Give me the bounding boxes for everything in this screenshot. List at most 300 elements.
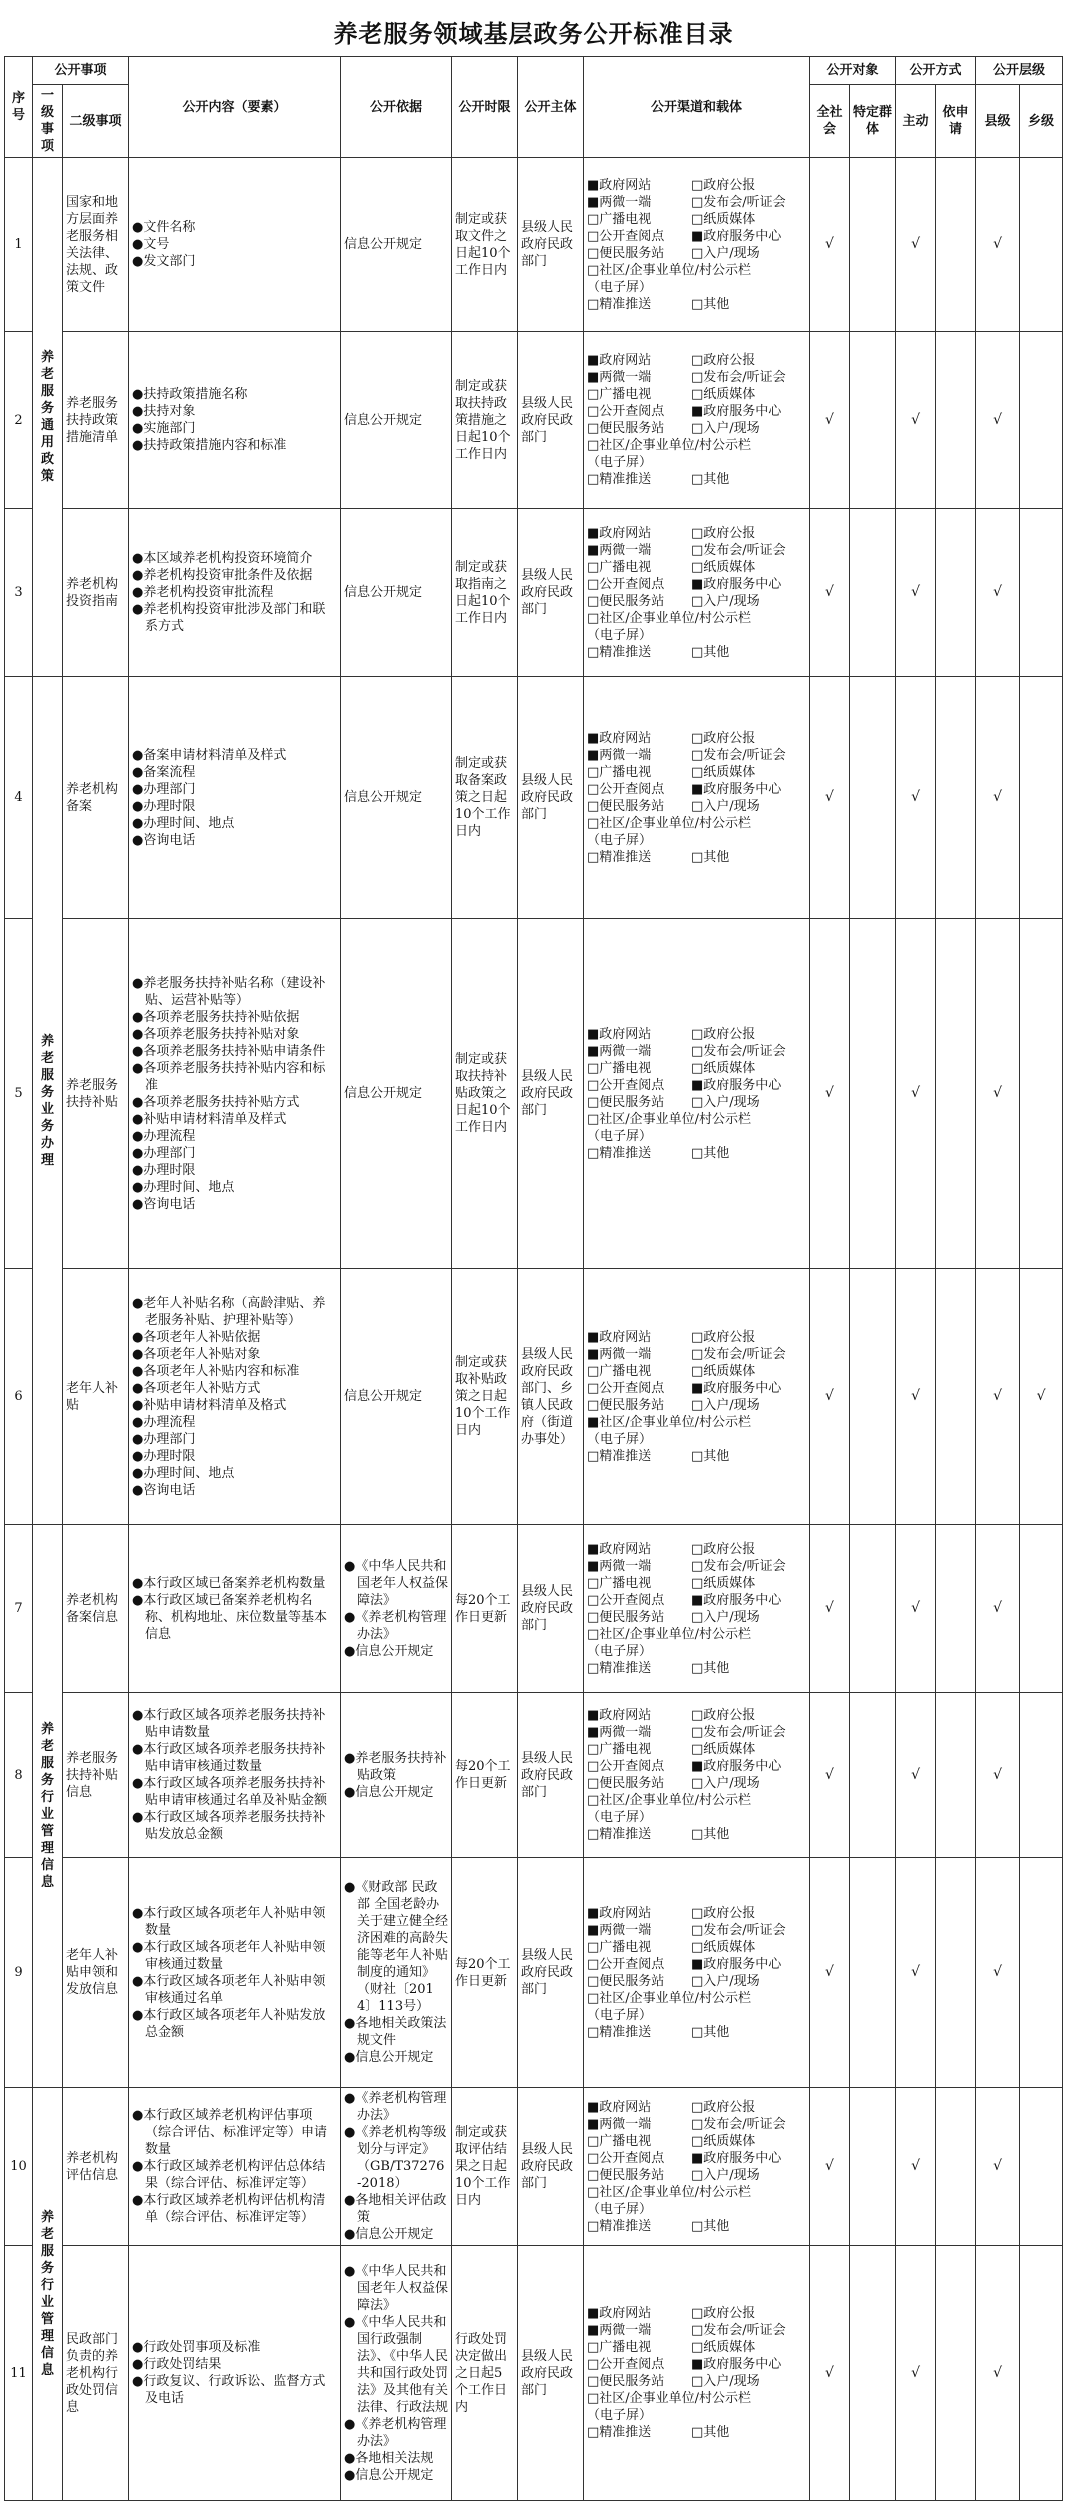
channel-option: □发布会/听证会 [691, 747, 786, 763]
content-item: ●咨询电话 [132, 1196, 196, 1212]
channel-option: ■两微一端 [587, 2116, 652, 2132]
check-all: √ [810, 2088, 850, 2246]
content-cell [129, 1525, 341, 1693]
channel-option: ■政府网站 [587, 1905, 652, 1921]
check-township [1020, 1858, 1063, 2088]
basis-item: ●各地相关法规 [344, 2450, 434, 2466]
check-township [1020, 2246, 1063, 2501]
check-specific [850, 509, 896, 677]
channel-row [587, 1558, 806, 1575]
basis-cell [341, 1269, 452, 1525]
content-item: ●本行政区域各项老年人补贴申领审核通过名单 [132, 1973, 326, 2006]
channel-option: □其他 [691, 1827, 730, 1842]
channel-row [587, 593, 806, 610]
check-active: √ [896, 1693, 936, 1858]
check-township [1020, 1693, 1063, 1858]
channel-row [587, 610, 806, 627]
check-specific [850, 158, 896, 332]
basis-cell [341, 677, 452, 919]
basis-item: ●信息公开规定 [344, 2227, 434, 2242]
check-all: √ [810, 1525, 850, 1693]
channel-option: □政府公报 [691, 1541, 756, 1557]
content-cell [129, 509, 341, 677]
check-active: √ [896, 509, 936, 677]
channel-row [587, 1043, 806, 1060]
channel-row [587, 2424, 806, 2441]
channel-option: ■两微一端 [587, 2323, 652, 2338]
channel-option: □社区/企事业单位/村公示栏 [587, 1626, 752, 1642]
content-item: ●本行政区域已备案养老机构数量 [132, 1575, 326, 1591]
channel-option: （电子屏） [587, 832, 653, 848]
channel-option: □社区/企事业单位/村公示栏 [587, 438, 752, 453]
channel-row [587, 1741, 806, 1758]
check-township [1020, 677, 1063, 919]
channel-option: □社区/企事业单位/村公示栏 [587, 262, 752, 278]
channel-option: □社区/企事业单位/村公示栏 [587, 2391, 752, 2406]
channel-option: ■政府网站 [587, 1541, 652, 1557]
level2-cell: 老年人补贴申领和发放信息 [63, 1858, 129, 2088]
check-all: √ [810, 509, 850, 677]
channel-option: □广播电视 [587, 1060, 652, 1076]
check-specific [850, 1525, 896, 1693]
basis-item: ●信息公开规定 [344, 2050, 434, 2065]
period-cell: 每20个工作日更新 [452, 1525, 518, 1693]
content-item: ●办理时限 [132, 798, 196, 814]
channel-option: □社区/企事业单位/村公示栏 [587, 815, 752, 831]
channel-option: □精准推送 [587, 1827, 652, 1842]
content-item: ●补贴申请材料清单及样式 [132, 1111, 287, 1127]
channel-row [587, 2150, 806, 2167]
check-county: √ [976, 509, 1020, 677]
channel-option: □公开查阅点 [587, 228, 665, 244]
channel-row [587, 2201, 806, 2218]
channel-option: □精准推送 [587, 849, 652, 865]
channel-row [587, 2390, 806, 2407]
level2-cell: 养老服务扶持政策措施清单 [63, 332, 129, 509]
channel-option: ■两微一端 [587, 747, 652, 763]
channel-option: □公开查阅点 [587, 1380, 665, 1396]
seq-cell: 7 [5, 1525, 33, 1693]
channel-option: □广播电视 [587, 211, 652, 227]
content-item: ●本行政区域养老机构评估事项（综合评估、标准评定等）申请数量 [132, 2108, 328, 2157]
content-cell [129, 1269, 341, 1525]
basis-item: 信息公开规定 [344, 237, 423, 252]
channel-row [587, 2356, 806, 2373]
period-cell: 制定或获取评估结果之日起10个工作日内 [452, 2088, 518, 2246]
header-period: 公开时限 [452, 57, 518, 158]
channel-row [587, 1956, 806, 1973]
channel-option: □纸质媒体 [691, 2133, 756, 2149]
content-item: ●文件名称 [132, 220, 196, 235]
content-item: ●发文部门 [132, 254, 196, 269]
check-active: √ [896, 677, 936, 919]
check-request [936, 2246, 976, 2501]
channel-option: □广播电视 [587, 1939, 652, 1955]
channel-row [587, 1609, 806, 1626]
channel-option: （电子屏） [587, 2007, 653, 2023]
level2-cell: 老年人补贴 [63, 1269, 129, 1525]
channel-row [587, 2099, 806, 2116]
channel-option: □政府公报 [691, 1026, 756, 1042]
channel-row [587, 1026, 806, 1043]
channel-row [587, 420, 806, 437]
table-header [5, 57, 1063, 158]
channel-row [587, 386, 806, 403]
channel-option: （电子屏） [587, 1810, 653, 1825]
seq-cell: 9 [5, 1858, 33, 2088]
channel-option: □社区/企事业单位/村公示栏 [587, 2184, 752, 2200]
channel-row [587, 1660, 806, 1677]
channel-option: ■政府服务中心 [691, 1956, 782, 1972]
channel-option: ■两微一端 [587, 1922, 652, 1938]
seq-cell: 3 [5, 509, 33, 677]
check-specific [850, 919, 896, 1269]
channel-option: （电子屏） [587, 455, 653, 470]
channel-option: □广播电视 [587, 1363, 652, 1379]
period-cell: 每20个工作日更新 [452, 1693, 518, 1858]
check-county: √ [976, 332, 1020, 509]
channel-option: □政府公报 [691, 525, 756, 541]
channel-row [587, 1060, 806, 1077]
subject-cell: 县级人民政府民政部门 [518, 919, 584, 1269]
check-all: √ [810, 1693, 850, 1858]
check-all: √ [810, 1269, 850, 1525]
check-active: √ [896, 919, 936, 1269]
content-item: ●行政处罚结果 [132, 2357, 222, 2372]
check-active: √ [896, 1525, 936, 1693]
header-level2: 二级事项 [63, 85, 129, 158]
channel-option: □便民服务站 [587, 798, 665, 814]
channel-row [587, 296, 806, 313]
channel-row [587, 1346, 806, 1363]
check-request [936, 919, 976, 1269]
channel-option: （电子屏） [587, 1431, 653, 1447]
level1-cell: 养老服务行业管理信息 [33, 2088, 63, 2501]
channel-row [587, 764, 806, 781]
content-item: ●各项养老服务扶持补贴依据 [132, 1009, 300, 1025]
basis-cell [341, 332, 452, 509]
table-body [5, 158, 1063, 2501]
channel-option: □广播电视 [587, 2340, 652, 2355]
channel-option: ■政府服务中心 [691, 2357, 782, 2372]
check-request [936, 1693, 976, 1858]
channel-row [587, 1380, 806, 1397]
channel-option: □其他 [691, 2425, 730, 2440]
seq-cell: 11 [5, 2246, 33, 2501]
channel-row [587, 1626, 806, 1643]
channel-row [587, 2167, 806, 2184]
channel-row [587, 194, 806, 211]
channel-option: □发布会/听证会 [691, 194, 786, 210]
seq-cell: 1 [5, 158, 33, 332]
channel-option: □公开查阅点 [587, 2150, 665, 2166]
header-basis: 公开依据 [341, 57, 452, 158]
subject-cell: 县级人民政府民政部门 [518, 2088, 584, 2246]
basis-item: ●《养老机构管理办法》 [344, 1609, 447, 1642]
content-item: ●行政复议、行政诉讼、监督方式及电话 [132, 2374, 326, 2406]
channel-option: □便民服务站 [587, 1094, 665, 1110]
channel-option: □入户/现场 [691, 1609, 760, 1625]
content-item: ●本行政区域养老机构评估总体结果（综合评估、标准评定等） [132, 2159, 326, 2191]
channel-option: □广播电视 [587, 1742, 652, 1757]
channel-option: （电子屏） [587, 2408, 653, 2423]
seq-cell: 10 [5, 2088, 33, 2246]
channel-row [587, 1431, 806, 1448]
content-item: ●文号 [132, 237, 170, 252]
content-item: ●备案申请材料清单及样式 [132, 747, 287, 763]
period-cell: 制定或获取扶持政策措施之日起10个工作日内 [452, 332, 518, 509]
channel-option: □公开查阅点 [587, 404, 665, 419]
basis-item: ●《中华人民共和国行政强制法》、《中华人民共和国行政处罚法》及其他有关法律、行政法规 [344, 2314, 449, 2415]
content-item: ●本行政区域各项老年人补贴申领数量 [132, 1905, 326, 1938]
channels-cell [584, 1525, 810, 1693]
table-row [5, 2246, 1063, 2501]
channel-option: □入户/现场 [691, 1094, 760, 1110]
header-method-request: 依申请 [936, 85, 976, 158]
channel-option: ■政府服务中心 [691, 781, 782, 797]
channel-option: □公开查阅点 [587, 1077, 665, 1093]
channel-option: □公开查阅点 [587, 1759, 665, 1774]
check-county: √ [976, 158, 1020, 332]
channel-row [587, 403, 806, 420]
basis-cell [341, 919, 452, 1269]
check-request [936, 332, 976, 509]
channel-option: ■政府网站 [587, 1026, 652, 1042]
content-cell [129, 1693, 341, 1858]
channel-option: □发布会/听证会 [691, 1346, 786, 1362]
channel-option: □发布会/听证会 [691, 2116, 786, 2132]
channel-option: □精准推送 [587, 1145, 652, 1161]
channel-option: □便民服务站 [587, 2374, 665, 2389]
channel-row [587, 1809, 806, 1826]
channel-row [587, 781, 806, 798]
channel-option: □其他 [691, 472, 730, 487]
channel-option: ■政府网站 [587, 1329, 652, 1345]
channels-cell [584, 1269, 810, 1525]
basis-item: ●信息公开规定 [344, 1784, 434, 1800]
channel-option: □便民服务站 [587, 1609, 665, 1625]
channel-option: ■两微一端 [587, 194, 652, 210]
channel-option: □纸质媒体 [691, 1060, 756, 1076]
check-township [1020, 158, 1063, 332]
basis-item: ●养老服务扶持补贴政策 [344, 1750, 447, 1783]
channel-option: ■政府服务中心 [691, 1380, 782, 1396]
content-item: ●扶持政策措施名称 [132, 387, 248, 402]
header-channels: 公开渠道和载体 [584, 57, 810, 158]
content-item: ●养老服务扶持补贴名称（建设补贴、运营补贴等） [132, 975, 326, 1008]
channel-option: ■政府服务中心 [691, 1077, 782, 1093]
channel-option: □入户/现场 [691, 1776, 760, 1791]
channels-cell [584, 158, 810, 332]
basis-item: 信息公开规定 [344, 790, 423, 805]
content-item: ●咨询电话 [132, 832, 196, 848]
level2-cell: 养老机构评估信息 [63, 2088, 129, 2246]
channel-row [587, 1145, 806, 1162]
channel-option: □纸质媒体 [691, 1575, 756, 1591]
channel-option: ■政府服务中心 [691, 404, 782, 419]
channel-row [587, 1329, 806, 1346]
content-item: ●办理时间、地点 [132, 815, 235, 831]
channel-row [587, 1775, 806, 1792]
channel-option: ■政府网站 [587, 1708, 652, 1723]
channel-option: □其他 [691, 296, 730, 312]
check-county: √ [976, 1693, 1020, 1858]
channel-option: □纸质媒体 [691, 387, 756, 402]
channel-option: □其他 [691, 2024, 730, 2040]
channel-row [587, 644, 806, 661]
channel-option: □公开查阅点 [587, 1592, 665, 1608]
channel-row [587, 1939, 806, 1956]
content-cell [129, 2088, 341, 2246]
header-method-active: 主动 [896, 85, 936, 158]
channel-row [587, 559, 806, 576]
subject-cell: 县级人民政府民政部门 [518, 677, 584, 919]
channel-option: □公开查阅点 [587, 781, 665, 797]
header-level-township: 乡级 [1020, 85, 1063, 158]
header-level-county: 县级 [976, 85, 1020, 158]
channel-option: □政府公报 [691, 177, 756, 193]
channel-option: ■政府服务中心 [691, 228, 782, 244]
level2-cell: 养老服务扶持补贴信息 [63, 1693, 129, 1858]
channels-cell [584, 919, 810, 1269]
channel-row [587, 2322, 806, 2339]
channels-cell [584, 2088, 810, 2246]
channel-option: □精准推送 [587, 644, 652, 660]
content-item: ●办理部门 [132, 781, 196, 797]
header-subject: 公开主体 [518, 57, 584, 158]
content-item: ●本行政区域各项养老服务扶持补贴申请数量 [132, 1708, 326, 1740]
check-request [936, 1269, 976, 1525]
channel-row [587, 437, 806, 454]
check-specific [850, 1269, 896, 1525]
channel-option: ■两微一端 [587, 370, 652, 385]
channel-option: □入户/现场 [691, 593, 760, 609]
check-active: √ [896, 2246, 936, 2501]
check-active: √ [896, 1269, 936, 1525]
subject-cell: 县级人民政府民政部门 [518, 1858, 584, 2088]
basis-item: ●《中华人民共和国老年人权益保障法》 [344, 1558, 449, 1608]
channel-option: ■政府服务中心 [691, 1592, 782, 1608]
channel-option: □政府公报 [691, 730, 756, 746]
content-cell [129, 677, 341, 919]
channels-cell [584, 677, 810, 919]
period-cell: 制定或获取文件之日起10个工作日内 [452, 158, 518, 332]
channel-option: □广播电视 [587, 2133, 652, 2149]
channel-option: □入户/现场 [691, 2374, 760, 2389]
channel-row [587, 1414, 806, 1431]
basis-item: ●各地相关评估政策 [344, 2193, 447, 2225]
channel-option: （电子屏） [587, 627, 653, 643]
check-specific [850, 2088, 896, 2246]
check-all: √ [810, 677, 850, 919]
basis-item: ●《财政部 民政部 全国老龄办关于建立健全经济困难的高龄失能等老年人补贴制度的通知》（财社〔2014〕113号） [344, 1880, 449, 2014]
content-item: ●各项养老服务扶持补贴申请条件 [132, 1043, 326, 1059]
level1-cell: 养老服务行业管理信息 [33, 1525, 63, 2088]
channel-option: □入户/现场 [691, 2167, 760, 2183]
check-request [936, 1858, 976, 2088]
check-all: √ [810, 919, 850, 1269]
subject-cell: 县级人民政府民政部门 [518, 2246, 584, 2501]
content-item: ●办理流程 [132, 1414, 196, 1430]
content-item: ●本行政区域各项老年人补贴发放总金额 [132, 2007, 326, 2040]
channel-option: □便民服务站 [587, 2167, 665, 2183]
seq-cell: 5 [5, 919, 33, 1269]
content-item: ●各项养老服务扶持补贴方式 [132, 1094, 300, 1110]
channel-option: □发布会/听证会 [691, 1725, 786, 1740]
table-row [5, 332, 1063, 509]
check-specific [850, 2246, 896, 2501]
channel-row [587, 1094, 806, 1111]
check-active: √ [896, 158, 936, 332]
channel-row [587, 177, 806, 194]
table-row [5, 158, 1063, 332]
channels-cell [584, 1693, 810, 1858]
channel-option: □政府公报 [691, 1905, 756, 1921]
channel-option: ■政府服务中心 [691, 1759, 782, 1774]
level1-cell: 养老服务业务办理 [33, 677, 63, 1525]
channel-row [587, 798, 806, 815]
channel-option: □精准推送 [587, 2218, 652, 2234]
table-row [5, 919, 1063, 1269]
channel-option: □纸质媒体 [691, 764, 756, 780]
channel-row [587, 2133, 806, 2150]
channel-row [587, 279, 806, 296]
check-county: √ [976, 1269, 1020, 1525]
channel-option: □政府公报 [691, 1708, 756, 1723]
channel-option: □便民服务站 [587, 421, 665, 436]
check-specific [850, 332, 896, 509]
channel-option: □精准推送 [587, 472, 652, 487]
channel-row [587, 2116, 806, 2133]
check-county: √ [976, 2246, 1020, 2501]
seq-cell: 2 [5, 332, 33, 509]
content-item: ●各项养老服务扶持补贴内容和标准 [132, 1060, 326, 1093]
level2-cell: 养老机构备案信息 [63, 1525, 129, 1693]
level2-cell: 养老服务扶持补贴 [63, 919, 129, 1269]
basis-item: 信息公开规定 [344, 585, 423, 600]
basis-cell [341, 509, 452, 677]
header-matters: 公开事项 [33, 57, 129, 85]
channel-row [587, 471, 806, 488]
basis-item: ●《养老机构管理办法》 [344, 2416, 447, 2449]
content-item: ●扶持政策措施内容和标准 [132, 438, 287, 453]
channel-row [587, 1448, 806, 1465]
check-county: √ [976, 919, 1020, 1269]
channel-option: □广播电视 [587, 559, 652, 575]
channel-option: □发布会/听证会 [691, 1043, 786, 1059]
channel-row [587, 1575, 806, 1592]
channel-option: □精准推送 [587, 1448, 652, 1464]
channel-row [587, 1707, 806, 1724]
channel-option: ■政府网站 [587, 2306, 652, 2321]
check-request [936, 158, 976, 332]
channel-option: （电子屏） [587, 2201, 653, 2217]
channel-option: ■政府网站 [587, 730, 652, 746]
channel-option: □精准推送 [587, 1660, 652, 1676]
check-township: √ [1020, 1269, 1063, 1525]
level2-cell: 养老机构备案 [63, 677, 129, 919]
content-item: ●扶持对象 [132, 404, 196, 419]
channel-option: ■政府网站 [587, 177, 652, 193]
channel-option: □纸质媒体 [691, 559, 756, 575]
level2-cell: 国家和地方层面养老服务相关法律、法规、政策文件 [63, 158, 129, 332]
channel-row [587, 1922, 806, 1939]
channel-row [587, 1111, 806, 1128]
channel-row [587, 211, 806, 228]
table-row [5, 1269, 1063, 1525]
table-row [5, 1693, 1063, 1858]
check-active: √ [896, 1858, 936, 2088]
